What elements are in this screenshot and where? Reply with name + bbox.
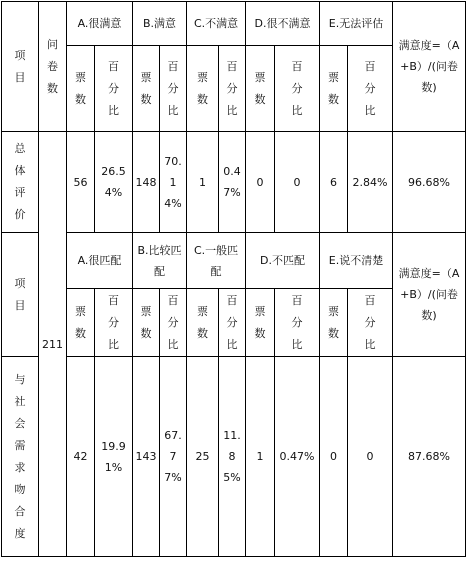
value-cell: 1 bbox=[187, 132, 219, 233]
sub-votes: 票数 bbox=[320, 46, 348, 132]
rate-value: 96.68% bbox=[393, 132, 466, 233]
value-cell: 42 bbox=[67, 357, 95, 557]
sub-percent: 百分比 bbox=[160, 289, 187, 357]
total-responses: 211 bbox=[39, 132, 67, 557]
row-label-fit: 与社会需求吻合度 bbox=[2, 357, 39, 557]
sub-percent: 百分比 bbox=[275, 46, 320, 132]
sub-percent: 百分比 bbox=[348, 46, 393, 132]
value-cell: 0 bbox=[246, 132, 275, 233]
rate-label-2: 满意度=（A+B）/(问卷数) bbox=[393, 233, 466, 357]
cat-e: E.无法评估 bbox=[320, 2, 393, 46]
cat2-a: A.很匹配 bbox=[67, 233, 133, 289]
value-cell: 6 bbox=[320, 132, 348, 233]
sub-percent: 百分比 bbox=[219, 289, 246, 357]
sub-votes: 票数 bbox=[67, 289, 95, 357]
sub-votes: 票数 bbox=[246, 289, 275, 357]
sub-percent: 百分比 bbox=[219, 46, 246, 132]
sub-percent: 百分比 bbox=[348, 289, 393, 357]
value-cell: 143 bbox=[133, 357, 160, 557]
sub-percent: 百分比 bbox=[95, 289, 133, 357]
value-cell: 19.91% bbox=[95, 357, 133, 557]
sub-percent: 百分比 bbox=[95, 46, 133, 132]
survey-table bbox=[1, 1, 466, 557]
cat2-d: D.不匹配 bbox=[246, 233, 320, 289]
value-cell: 56 bbox=[67, 132, 95, 233]
sub-votes: 票数 bbox=[133, 46, 160, 132]
header-project-2: 项目 bbox=[2, 233, 39, 357]
cat-b: B.满意 bbox=[133, 2, 187, 46]
rate-label: 满意度=（A+B）/(问卷数) bbox=[393, 2, 466, 132]
sub-votes: 票数 bbox=[133, 289, 160, 357]
cat-c: C.不满意 bbox=[187, 2, 246, 46]
value-cell: 0 bbox=[275, 132, 320, 233]
value-cell: 26.54% bbox=[95, 132, 133, 233]
value-cell: 0 bbox=[320, 357, 348, 557]
row-label-overall: 总体评价 bbox=[2, 132, 39, 233]
cat2-c: C.一般匹配 bbox=[187, 233, 246, 289]
value-cell: 70.14% bbox=[160, 132, 187, 233]
sub-votes: 票数 bbox=[187, 289, 219, 357]
value-cell: 0.47% bbox=[219, 132, 246, 233]
value-cell: 2.84% bbox=[348, 132, 393, 233]
value-cell: 0 bbox=[348, 357, 393, 557]
value-cell: 0.47% bbox=[275, 357, 320, 557]
cat-a: A.很满意 bbox=[67, 2, 133, 46]
sub-votes: 票数 bbox=[67, 46, 95, 132]
header-project: 项目 bbox=[2, 2, 39, 132]
sub-percent: 百分比 bbox=[160, 46, 187, 132]
value-cell: 67.77% bbox=[160, 357, 187, 557]
sub-votes: 票数 bbox=[187, 46, 219, 132]
sub-votes: 票数 bbox=[320, 289, 348, 357]
sub-percent: 百分比 bbox=[275, 289, 320, 357]
header-count: 问卷数 bbox=[39, 2, 67, 132]
value-cell: 148 bbox=[133, 132, 160, 233]
cat2-e: E.说不清楚 bbox=[320, 233, 393, 289]
cat-d: D.很不满意 bbox=[246, 2, 320, 46]
value-cell: 1 bbox=[246, 357, 275, 557]
value-cell: 11.85% bbox=[219, 357, 246, 557]
value-cell: 25 bbox=[187, 357, 219, 557]
cat2-b: B.比较匹配 bbox=[133, 233, 187, 289]
sub-votes: 票数 bbox=[246, 46, 275, 132]
rate-value: 87.68% bbox=[393, 357, 466, 557]
